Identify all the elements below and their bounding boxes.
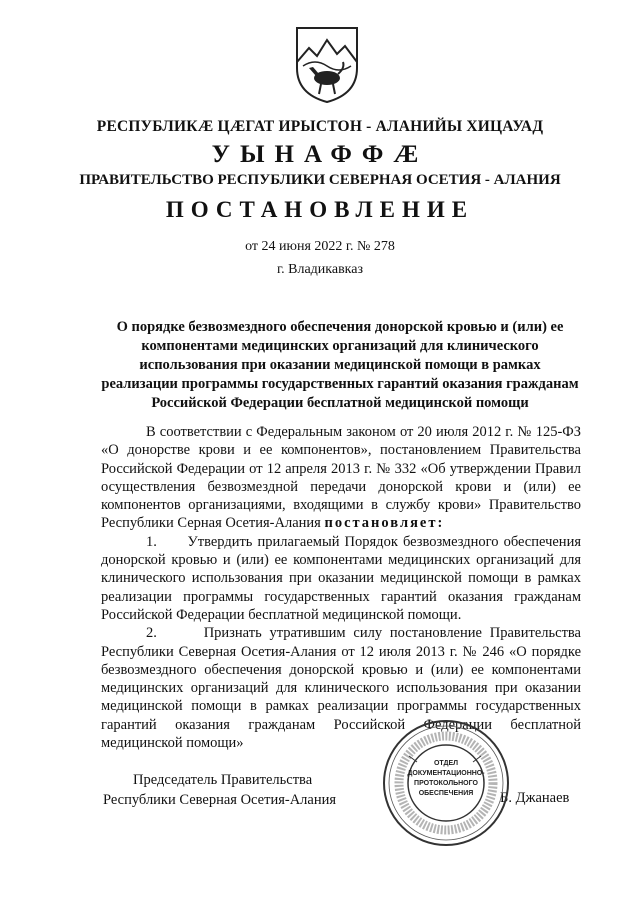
svg-text:ПРОТОКОЛЬНОГО: ПРОТОКОЛЬНОГО: [414, 780, 478, 787]
resolves-text: постановляет:: [324, 515, 445, 532]
signatory-position-line1: Председатель Правительства: [133, 772, 313, 788]
preamble-text: В соответствии с Федеральным законом от 20 июля 2012 г. № 125-ФЗ «О донорстве крови и ее компонентов», постановлением Правительства Российской Федерации от 12 апреля 2013 г. № 332 «Об утверждении Правил осуществления безвозмездной передачи донорской крови и (или) ее компонентов организациями, входящими в службу крови» Правительство Республики Серная Осетия-Алания: [101, 424, 581, 532]
official-seal-stamp: [381, 718, 511, 848]
document-body: [101, 423, 581, 752]
svg-text:ОБЕСПЕЧЕНИЯ: ОБЕСПЕЧЕНИЯ: [418, 790, 474, 797]
item-1-text: Утвердить прилагаемый Порядок безвозмездного обеспечения донорской кровью и (или) ее компонентами медицинских организаций для клинического использования при оказании медицинской помощи в рамках реализации программы государственных гарантий оказания гражданам Российской Федерации бесплатной медицинской помощи.: [101, 533, 581, 623]
republic-title-ossetian: РЕСПУБЛИКӔ ЦӔГАТ ИРЫСТОН - АЛАНИЙЫ ХИЦАУАД: [96, 118, 544, 135]
item-2-number: 2.: [146, 625, 157, 642]
document-title: О порядке безвозмездного обеспечения донорской кровью и (или) ее компонентами медицинских организаций для клинического использования при оказании медицинской помощи в рамках реализации программы государственных гарантий оказания гражданам Российской Федерации бесплатной медицинской помощи: [101, 319, 579, 411]
decree-date-number: от 24 июня 2022 г. № 278: [245, 239, 395, 254]
signatory-name: Б. Джанаев: [500, 790, 570, 806]
svg-text:ОТДЕЛ: ОТДЕЛ: [433, 760, 459, 767]
item-1-paragraph: [101, 533, 581, 624]
svg-text:ДОКУМЕНТАЦИОННО-: ДОКУМЕНТАЦИОННО-: [407, 770, 485, 777]
coat-of-arms-emblem: [291, 22, 363, 104]
item-1-number: 1.: [146, 533, 157, 550]
decree-heading-russian: ПОСТАНОВЛЕНИЕ: [165, 197, 475, 222]
preamble-paragraph: [101, 423, 581, 533]
signatory-position: [103, 770, 336, 810]
decree-heading-ossetian: УЫНАФФӔ: [211, 141, 429, 168]
signatory-position-line2: Республики Северная Осетия-Алания: [103, 792, 337, 808]
decree-city: г. Владикавказ: [276, 262, 364, 277]
government-title-russian: ПРАВИТЕЛЬСТВО РЕСПУБЛИКИ СЕВЕРНАЯ ОСЕТИЯ - АЛАНИЯ: [79, 172, 561, 188]
item-2-text: Признать утратившим силу постановление Правительства Республики Северная Осетия-Алания от 12 июля 2013 г. № 246 «О порядке безвозмездного обеспечения донорской кровью и (или) ее компонентами медицинских организаций для клинического использования при оказании медицинской помощи в рамках реализации программы государственных гарантий оказания гражданам Российской Федерации бесплатной медицинской помощи»: [101, 625, 581, 752]
